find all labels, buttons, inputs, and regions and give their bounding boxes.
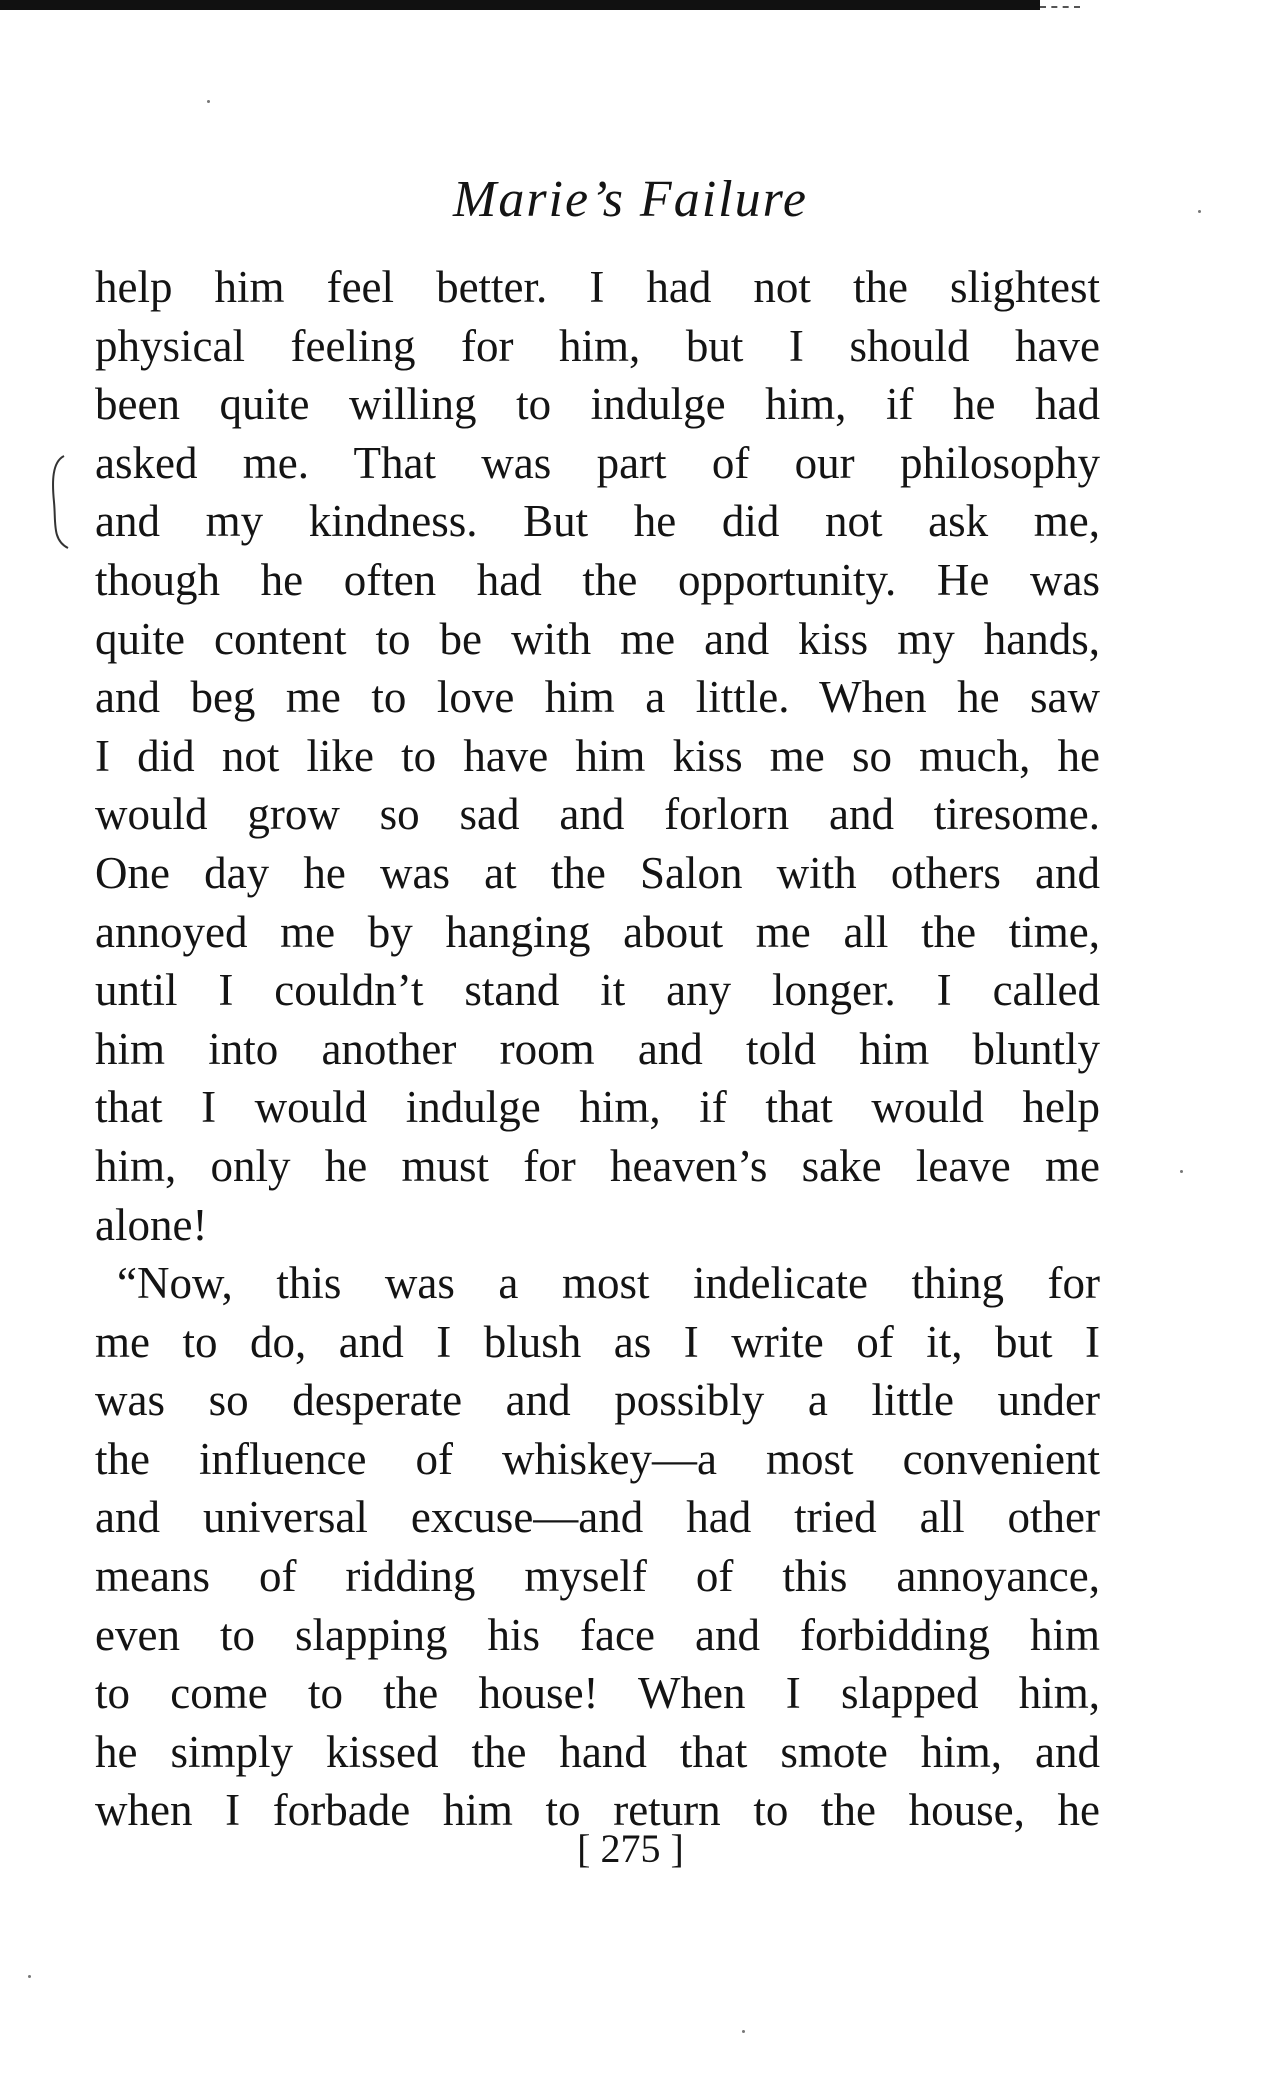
running-head: Marie’s Failure [453, 171, 808, 228]
text-line: until I couldn’t stand it any longer. I called [95, 965, 1100, 1016]
text-line: been quite willing to indulge him, if he had [95, 379, 1100, 430]
paper-speck [28, 1975, 31, 1978]
top-rule [0, 0, 1040, 10]
page-number: [ 275 ] [577, 1826, 684, 1871]
text-line: would grow so sad and forlorn and tiresome. [95, 789, 1100, 840]
text-line: One day he was at the Salon with others and [95, 847, 1100, 898]
text-line: annoyed me by hanging about me all the time, [95, 906, 1100, 957]
text-line: I did not like to have him kiss me so much, he [95, 730, 1100, 781]
text-line: even to slapping his face and forbidding him [95, 1609, 1100, 1660]
text-line: was so desperate and possibly a little under [95, 1375, 1100, 1426]
top-rule-fade [1040, 6, 1080, 10]
text-line: physical feeling for him, but I should have [95, 320, 1100, 371]
text-line: means of ridding myself of this annoyance, [95, 1551, 1100, 1602]
text-line: he simply kissed the hand that smote him, and [95, 1726, 1100, 1777]
paper-speck [742, 2030, 745, 2033]
text-line: quite content to be with me and kiss my hands, [95, 613, 1100, 664]
text-line: and beg me to love him a little. When he saw [95, 672, 1100, 723]
text-line: when I forbade him to return to the house, he [95, 1785, 1100, 1836]
paper-speck [1180, 1170, 1183, 1173]
text-line: though he often had the opportunity. He was [95, 554, 1100, 605]
body-text [95, 258, 1100, 1840]
paper-speck [1198, 210, 1201, 213]
text-line: asked me. That was part of our philosophy [95, 437, 1100, 488]
margin-bracket-mark [44, 452, 70, 552]
text-line: to come to the house! When I slapped him, [95, 1668, 1100, 1719]
text-line: alone! [95, 1199, 208, 1250]
text-line: him, only he must for heaven’s sake leave me [95, 1140, 1100, 1191]
text-line: that I would indulge him, if that would help [95, 1082, 1100, 1133]
text-line: “Now, this was a most indelicate thing for [117, 1258, 1100, 1309]
paper-speck [207, 100, 210, 103]
text-line: and universal excuse—and had tried all other [95, 1492, 1100, 1543]
text-line: the influence of whiskey—a most convenient [95, 1433, 1100, 1484]
text-line: and my kindness. But he did not ask me, [95, 496, 1100, 547]
text-line: me to do, and I blush as I write of it, but I [95, 1316, 1100, 1367]
text-line: help him feel better. I had not the slightest [95, 262, 1100, 312]
text-line: him into another room and told him bluntly [95, 1023, 1100, 1074]
